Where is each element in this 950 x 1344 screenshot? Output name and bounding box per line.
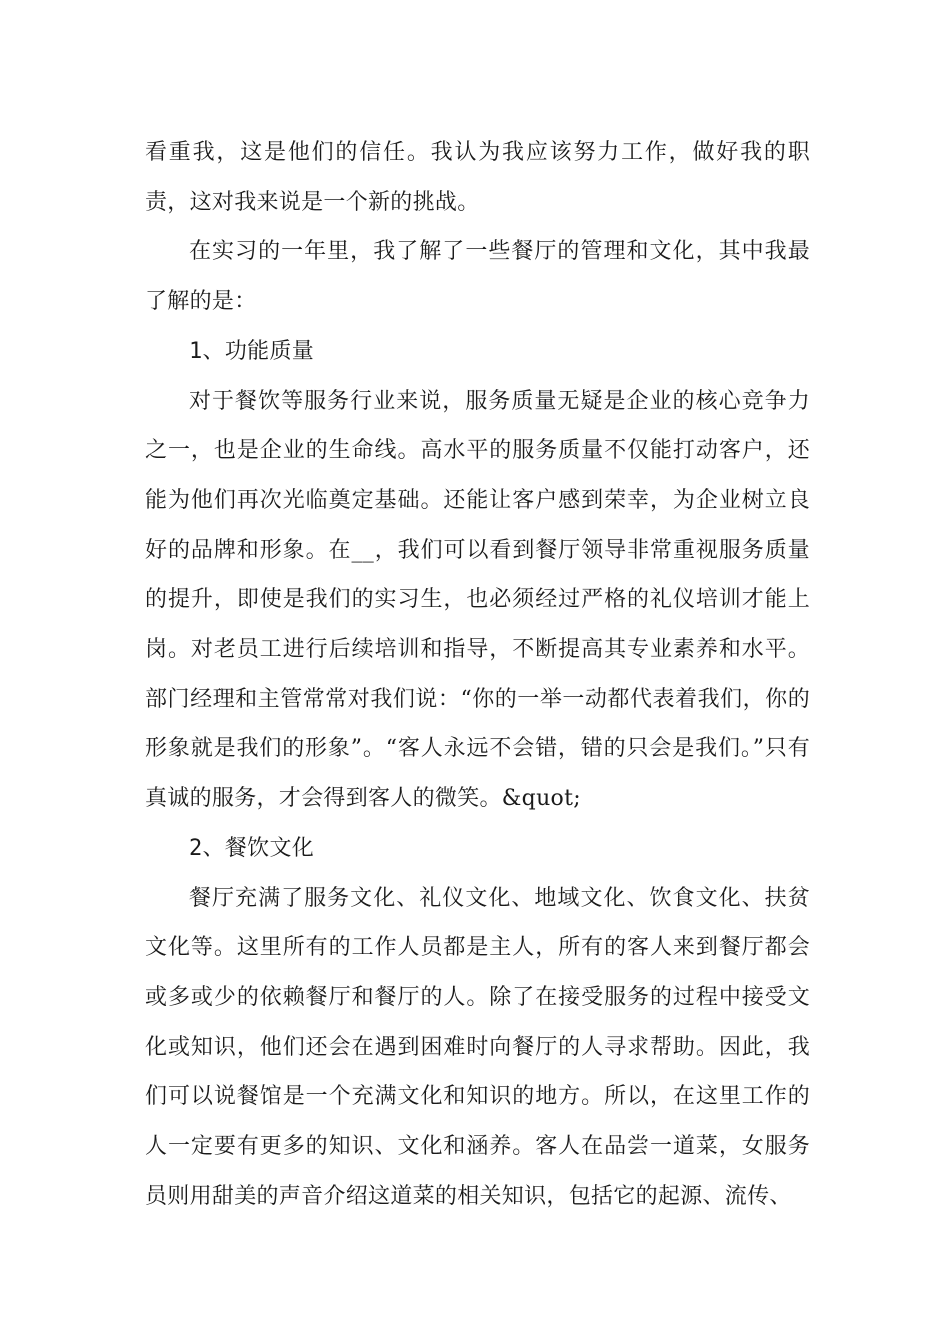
paragraph-service-quality: 对于餐饮等服务行业来说，服务质量无疑是企业的核心竞争力之一，也是企业的生命线。高水平的服务质量不仅能打动客户，还能为他们再次光临奠定基础。还能让客户感到荣幸，为企业树立良好的品牌和形象。在__，我们可以看到餐厅领导非常重视服务质量的提升，即使是我们的实习生，也必须经过严格的礼仪培训才能上岗。对老员工进行后续培训和指导，不断提高其专业素养和水平。部门经理和主管常常对我们说：“你的一举一动都代表着我们，你的形象就是我们的形象”。“客人永远不会错，错的只会是我们。”只有真诚的服务，才会得到客人的微笑。&quot; [145, 388, 810, 812]
paragraph-dining-culture: 餐厅充满了服务文化、礼仪文化、地域文化、饮食文化、扶贫文化等。这里所有的工作人员都是主人，所有的客人来到餐厅都会或多或少的依赖餐厅和餐厅的人。除了在接受服务的过程中接受文化或知识，他们还会在遇到困难时向餐厅的人寻求帮助。因此，我们可以说餐馆是一个充满文化和知识的地方。所以，在这里工作的人一定要有更多的知识、文化和涵养。客人在品尝一道菜，女服务员则用甜美的声音介绍这道菜的相关知识，包括它的起源、流传、 [145, 885, 810, 1209]
document-body [145, 128, 810, 1221]
section-heading-function-quality: 1、功能质量 [189, 338, 315, 364]
paragraph-continuation: 看重我，这是他们的信任。我认为我应该努力工作，做好我的职责，这对我来说是一个新的挑战。 [145, 140, 810, 215]
section-heading-dining-culture: 2、餐饮文化 [189, 835, 315, 861]
paragraph-internship-intro: 在实习的一年里，我了解了一些餐厅的管理和文化，其中我最了解的是： [145, 239, 810, 315]
